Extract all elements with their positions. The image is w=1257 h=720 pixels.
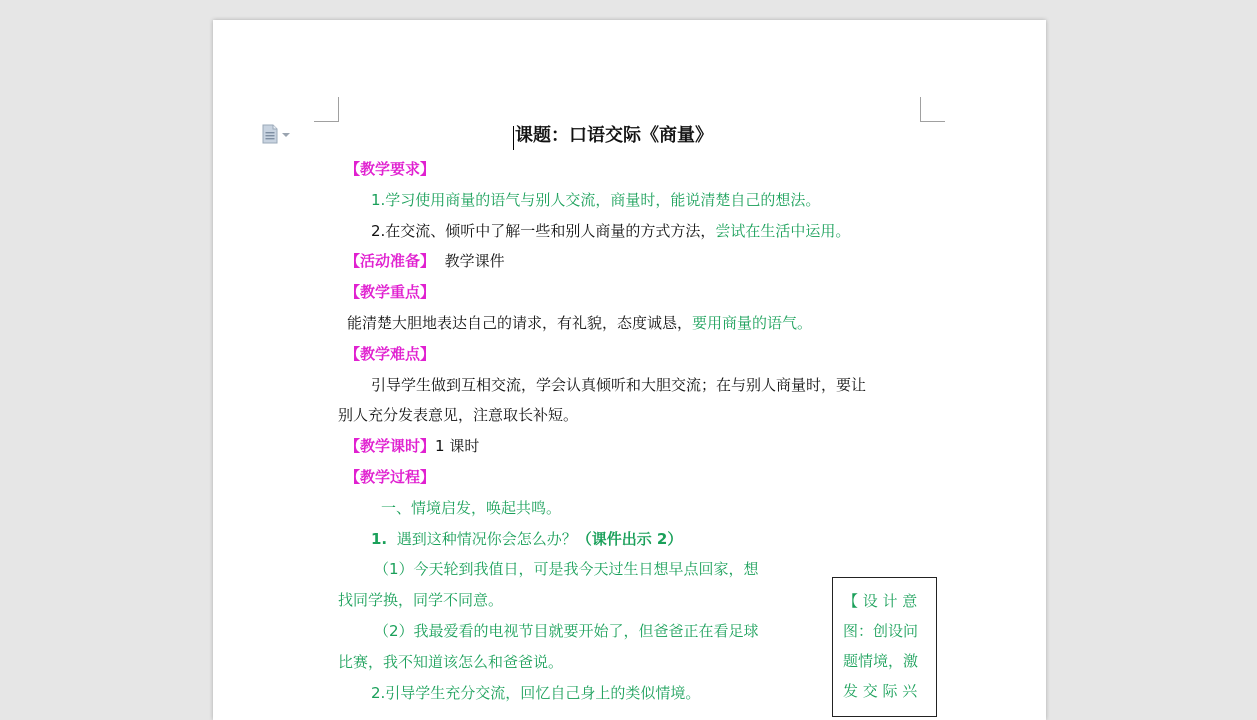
requirement-2-highlight: 尝试在生活中运用。 — [715, 222, 851, 240]
question-line — [371, 529, 682, 549]
case-2-line-1: （2）我最爱看的电视节目就要开始了，但爸爸正在看足球 — [374, 622, 759, 640]
activity-prep-row — [345, 251, 505, 271]
design-intent-line-3: 题情境，激 — [843, 652, 919, 670]
design-intent-line-2: 图：创设问 — [843, 622, 919, 640]
document-title: 课题：口语交际《商量》 — [515, 125, 713, 146]
heading-teaching-hours: 【教学课时】 — [345, 437, 436, 455]
key-points-text — [347, 313, 812, 333]
question-text: 遇到这种情况你会怎么办？ — [396, 530, 577, 548]
dropdown-caret-icon — [282, 133, 290, 137]
margin-corner-top-left — [314, 97, 339, 122]
document-icon — [262, 124, 278, 144]
heading-activity-prep: 【活动准备】 — [345, 252, 436, 270]
heading-key-points: 【教学重点】 — [345, 283, 436, 301]
teaching-hours-row — [345, 436, 479, 456]
guide-line: 2.引导学生充分交流，回忆自己身上的类似情境。 — [371, 684, 701, 702]
requirement-2-text: 2.在交流、倾听中了解一些和别人商量的方式方法， — [371, 222, 716, 240]
heading-teaching-process: 【教学过程】 — [345, 468, 436, 486]
courseware-note: （课件出示 2） — [576, 530, 683, 548]
question-number: 1. — [371, 530, 388, 548]
design-intent-line-4: 发 交 际 兴 — [843, 682, 918, 700]
case-1-line-1: （1）今天轮到我值日，可是我今天过生日想早点回家，想 — [374, 560, 759, 578]
key-points-highlight: 要用商量的语气。 — [692, 314, 813, 332]
requirement-1: 1.学习使用商量的语气与别人交流，商量时，能说清楚自己的想法。 — [371, 191, 821, 209]
requirement-2 — [371, 221, 850, 241]
case-2-line-2: 比赛，我不知道该怎么和爸爸说。 — [338, 653, 564, 671]
paragraph-menu-button[interactable] — [262, 124, 290, 144]
difficulties-line-1: 引导学生做到互相交流，学会认真倾听和大胆交流；在与别人商量时，要让 — [371, 376, 867, 394]
design-intent-box — [832, 577, 937, 717]
text-cursor — [513, 126, 514, 150]
case-1-line-2: 找同学换，同学不同意。 — [338, 591, 504, 609]
key-points-main: 能清楚大胆地表达自己的请求，有礼貌，态度诚恳， — [347, 314, 693, 332]
teaching-hours-text: 1 课时 — [435, 437, 480, 455]
activity-prep-text: 教学课件 — [444, 252, 505, 270]
process-step-1: 一、情境启发，唤起共鸣。 — [381, 499, 562, 517]
design-intent-line-1: 【 设 计 意 — [843, 592, 918, 610]
margin-corner-top-right — [920, 97, 945, 122]
heading-difficulties: 【教学难点】 — [345, 345, 436, 363]
difficulties-line-2: 别人充分发表意见，注意取长补短。 — [338, 406, 579, 424]
heading-teaching-requirements: 【教学要求】 — [345, 160, 436, 178]
